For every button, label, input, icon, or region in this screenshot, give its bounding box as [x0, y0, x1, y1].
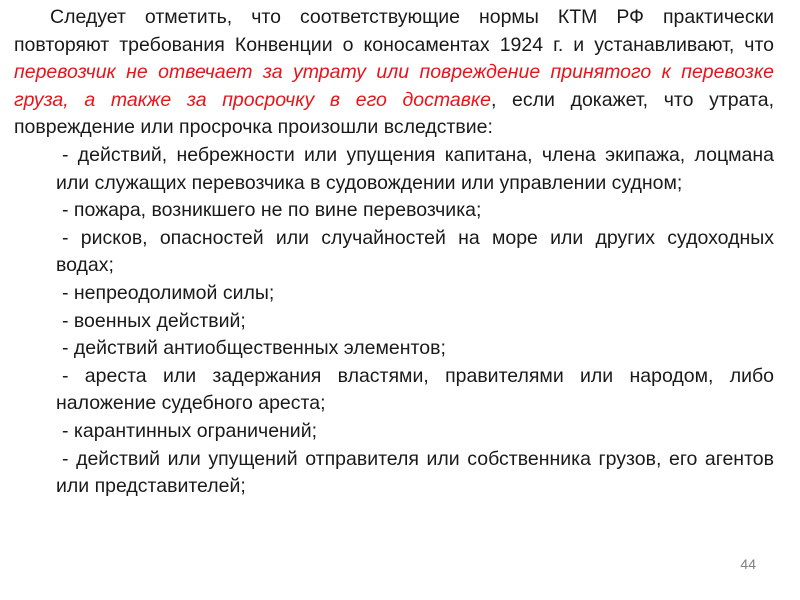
- list-item: - ареста или задержания властями, правителями или народом, либо наложение судебного ареста;: [56, 364, 774, 415]
- list-item: - действий или упущений отправителя или собственника грузов, его агентов или представителей;: [56, 447, 774, 498]
- circumstances-list: [14, 142, 774, 501]
- page-number: 44: [740, 556, 756, 572]
- list-item: - рисков, опасностей или случайностей на море или других судоходных водах;: [56, 226, 774, 277]
- list-item: - военных действий;: [62, 309, 246, 332]
- list-item: - непреодолимой силы;: [62, 281, 275, 304]
- emphasized-text: перевозчик не отвечает за утрату или повреждение принятого к перевозке груза, а также за просрочку в его доставке: [14, 61, 774, 111]
- intro-paragraph: [14, 4, 774, 142]
- list-item: - карантинных ограничений;: [62, 419, 318, 442]
- list-item: - пожара, возникшего не по вине перевозчика;: [62, 199, 482, 222]
- list-item: - действий антиобщественных элементов;: [62, 337, 446, 360]
- intro-text-continued: , если докажет, что утрата, повреждение или просрочка произошли вследствие:: [14, 88, 774, 139]
- intro-text: Следует отметить, что соответствующие нормы КТМ РФ практически повторяют требования Конвенции о коносаментах 1924 г. и устанавливают, что: [14, 6, 774, 56]
- slide-body: [14, 4, 774, 501]
- list-item: - действий, небрежности или упущения капитана, члена экипажа, лоцмана или служащих перевозчика в судовождении или управлении судном;: [56, 143, 774, 194]
